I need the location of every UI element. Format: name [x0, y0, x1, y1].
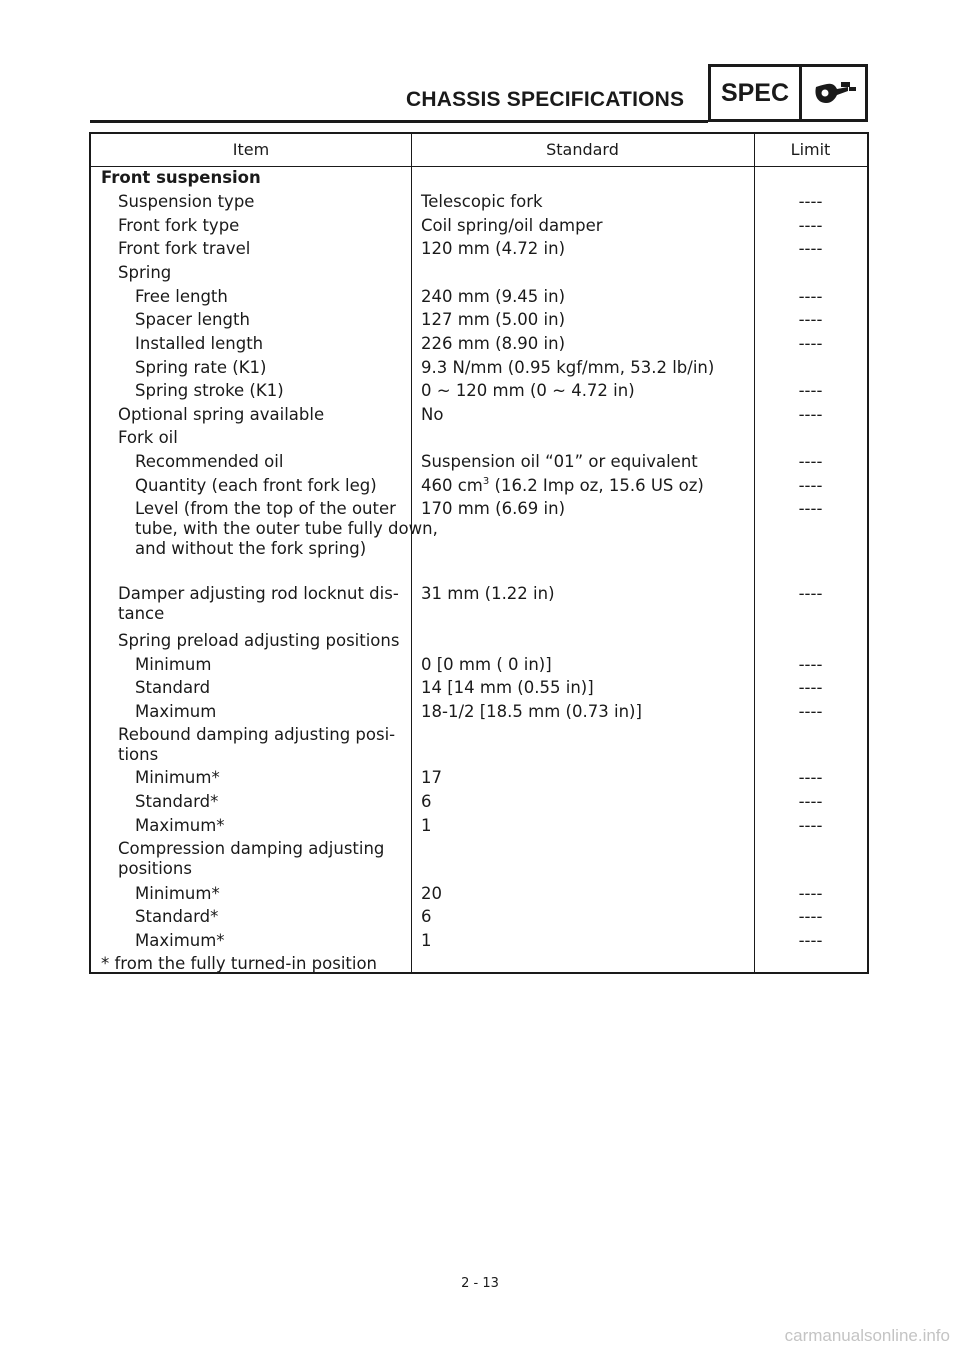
row-limit: ----	[798, 405, 823, 424]
row-standard: 0 ~ 120 mm (0 ~ 4.72 in)	[421, 381, 635, 400]
row-standard: Telescopic fork	[421, 192, 543, 211]
row-standard: 0 [0 mm ( 0 in)]	[421, 655, 552, 674]
row-standard: Suspension oil “01” or equivalent	[421, 452, 698, 471]
chassis-spec-table	[89, 132, 869, 974]
row-standard-rest: (16.2 Imp oz, 15.6 US oz)	[489, 476, 704, 495]
row-item: Minimum	[135, 655, 212, 674]
row-item: Spring stroke (K1)	[135, 381, 284, 400]
row-limit: ----	[798, 907, 823, 926]
column-header-limit: Limit	[790, 140, 831, 159]
row-item: Spring preload adjusting positions	[118, 631, 400, 650]
row-limit: ----	[798, 287, 823, 306]
row-item: Damper adjusting rod locknut dis-tance	[118, 584, 399, 623]
row-standard	[421, 476, 751, 496]
row-item: Quantity (each front fork leg)	[135, 476, 377, 495]
column-header-item: Item	[232, 140, 270, 159]
row-item: Maximum	[135, 702, 217, 721]
row-item: * from the fully turned-in position	[101, 954, 378, 973]
row-item: Maximum*	[135, 931, 225, 950]
row-item: Compression damping adjusting positions	[118, 839, 385, 878]
row-limit: ----	[798, 452, 823, 471]
row-standard: No	[421, 405, 444, 424]
row-limit: ----	[798, 381, 823, 400]
row-standard: 120 mm (4.72 in)	[421, 239, 566, 258]
row-item: Standard*	[135, 907, 219, 926]
row-limit: ----	[798, 655, 823, 674]
spec-badge	[708, 64, 868, 122]
row-item: Free length	[135, 287, 228, 306]
row-limit: ----	[798, 310, 823, 329]
row-item: Fork oil	[118, 428, 178, 447]
row-limit: ----	[798, 476, 823, 495]
row-limit: ----	[798, 678, 823, 697]
row-limit: ----	[798, 768, 823, 787]
row-item: Rebound damping adjusting posi-tions	[118, 725, 396, 764]
row-limit: ----	[798, 499, 823, 518]
row-item: Standard*	[135, 792, 219, 811]
row-item: Installed length	[135, 334, 264, 353]
row-standard: 127 mm (5.00 in)	[421, 310, 566, 329]
row-limit: ----	[798, 192, 823, 211]
row-item: Minimum*	[135, 768, 220, 787]
row-standard: 1	[421, 931, 432, 950]
row-limit: ----	[798, 816, 823, 835]
row-standard: Coil spring/oil damper	[421, 216, 603, 235]
row-limit: ----	[798, 931, 823, 950]
column-divider	[754, 134, 755, 972]
row-limit: ----	[798, 239, 823, 258]
row-limit: ----	[798, 792, 823, 811]
row-item: Front suspension	[101, 168, 261, 187]
column-header-standard: Standard	[546, 140, 619, 159]
watermark: carmanualsonline.info	[784, 1326, 950, 1345]
row-limit: ----	[798, 334, 823, 353]
fork-spec-icon	[802, 67, 865, 119]
row-standard: 6	[421, 907, 432, 926]
header-rule	[90, 120, 708, 123]
row-standard-value: 460 cm	[421, 476, 483, 495]
row-standard: 31 mm (1.22 in)	[421, 584, 555, 603]
row-item: Recommended oil	[135, 452, 284, 471]
row-standard: 18-1/2 [18.5 mm (0.73 in)]	[421, 702, 642, 721]
row-limit: ----	[798, 584, 823, 603]
row-item: Optional spring available	[118, 405, 325, 424]
table-header	[91, 134, 867, 167]
page-number: 2 - 13	[461, 1276, 499, 1291]
spec-label: SPEC	[711, 67, 802, 119]
row-item: Suspension type	[118, 192, 255, 211]
row-standard: 6	[421, 792, 432, 811]
row-limit: ----	[798, 884, 823, 903]
row-item: Maximum*	[135, 816, 225, 835]
row-standard: 17	[421, 768, 442, 787]
row-standard: 226 mm (8.90 in)	[421, 334, 566, 353]
row-item: Standard	[135, 678, 211, 697]
row-item: Spring	[118, 263, 172, 282]
row-standard: 20	[421, 884, 442, 903]
row-item: Front fork type	[118, 216, 240, 235]
row-standard: 14 [14 mm (0.55 in)]	[421, 678, 594, 697]
row-standard: 170 mm (6.69 in)	[421, 499, 566, 518]
row-limit: ----	[798, 216, 823, 235]
page-title: CHASSIS SPECIFICATIONS	[406, 88, 685, 111]
row-item: Spacer length	[135, 310, 250, 329]
row-standard-superscript: 3	[482, 476, 490, 487]
row-item: Spring rate (K1)	[135, 358, 267, 377]
row-standard: 240 mm (9.45 in)	[421, 287, 566, 306]
row-standard: 1	[421, 816, 432, 835]
row-item: Level (from the top of the outer tube, with the outer tube fully down, and without the fork spring)	[135, 499, 438, 558]
row-standard: 9.3 N/mm (0.95 kgf/mm, 53.2 lb/in)	[421, 358, 715, 377]
row-item: Front fork travel	[118, 239, 251, 258]
row-item: Minimum*	[135, 884, 220, 903]
row-limit: ----	[798, 702, 823, 721]
